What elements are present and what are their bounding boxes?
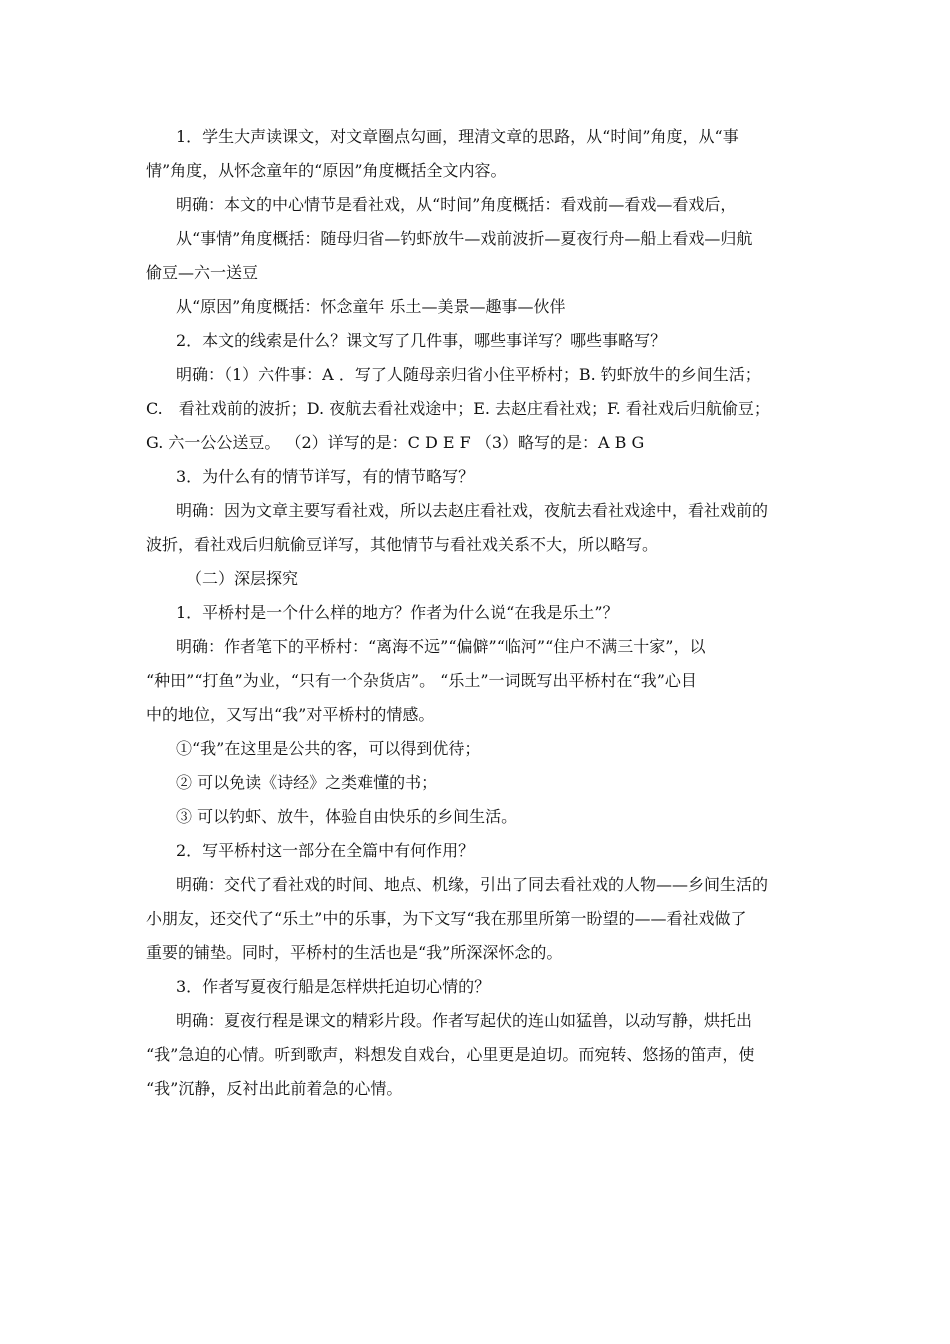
paragraph-line: 2．本文的线索是什么？课文写了几件事，哪些事详写？哪些事略写？ <box>176 331 667 350</box>
paragraph-line: C. 看社戏前的波折；D. 夜航去看社戏途中；E. 去赵庄看社戏；F. 看社戏后归航偷豆； <box>146 399 770 418</box>
paragraph-line: 中的地位，又写出“我”对平桥村的情感。 <box>146 705 435 724</box>
paragraph-line: 2．写平桥村这一部分在全篇中有何作用？ <box>176 841 475 860</box>
paragraph-line: 波折，看社戏后归航偷豆详写，其他情节与看社戏关系不大，所以略写。 <box>146 535 659 554</box>
paragraph-line: 明确：（1）六件事：A ．写了人随母亲归省小住平桥村；B. 钓虾放牛的乡间生活； <box>176 365 761 384</box>
document-body <box>146 120 806 1106</box>
paragraph-line: 从“原因”角度概括：怀念童年 乐土—美景—趣事—伙伴 <box>176 297 566 316</box>
paragraph-line: 偷豆—六一送豆 <box>146 263 259 282</box>
paragraph-line: 明确：本文的中心情节是看社戏，从“时间”角度概括：看戏前—看戏—看戏后， <box>176 195 737 214</box>
paragraph-line: （二）深层探究 <box>186 569 299 588</box>
paragraph-line: ①“我”在这里是公共的客，可以得到优待； <box>176 739 481 758</box>
paragraph-line: 明确：交代了看社戏的时间、地点、机缘，引出了同去看社戏的人物——乡间生活的 <box>176 875 769 894</box>
paragraph-line: 明确：因为文章主要写看社戏，所以去赵庄看社戏，夜航去看社戏途中，看社戏前的 <box>176 501 769 520</box>
paragraph-line: 1．学生大声读课文，对文章圈点勾画，理清文章的思路，从“时间”角度，从“事 <box>176 127 739 146</box>
paragraph-line: ② 可以免读《诗经》之类难懂的书； <box>176 773 438 792</box>
paragraph-line: 明确：夏夜行程是课文的精彩片段。作者写起伏的连山如猛兽，以动写静，烘托出 <box>176 1011 753 1030</box>
paragraph-line: G. 六一公公送豆。 （2）详写的是：C D E F （3）略写的是：A B G <box>146 433 645 452</box>
paragraph-line: 1．平桥村是一个什么样的地方？作者为什么说“在我是乐土”？ <box>176 603 619 622</box>
paragraph-line: 重要的铺垫。同时，平桥村的生活也是“我”所深深怀念的。 <box>146 943 563 962</box>
paragraph-line: “我”沉静，反衬出此前着急的心情。 <box>146 1079 403 1098</box>
paragraph-line: 明确：作者笔下的平桥村：“离海不远”“偏僻”“临河”“住户不满三十家”，以 <box>176 637 706 656</box>
paragraph-line: 3．为什么有的情节详写，有的情节略写？ <box>176 467 475 486</box>
paragraph-line: “我”急迫的心情。听到歌声，料想发自戏台，心里更是迫切。而宛转、悠扬的笛声，使 <box>146 1045 755 1064</box>
paragraph-line: 情”角度，从怀念童年的“原因”角度概括全文内容。 <box>146 161 507 180</box>
paragraph-line: “种田”“打鱼”为业，“只有一个杂货店”。 “乐土”一词既写出平桥村在“我”心目 <box>146 671 697 690</box>
paragraph-line: 从“事情”角度概括：随母归省—钓虾放牛—戏前波折—夏夜行舟—船上看戏—归航 <box>176 229 753 248</box>
paragraph-line: 小朋友，还交代了“乐土”中的乐事，为下文写“我在那里所第一盼望的——看社戏做了 <box>146 909 747 928</box>
paragraph-line: 3．作者写夏夜行船是怎样烘托迫切心情的？ <box>176 977 491 996</box>
paragraph-line: ③ 可以钓虾、放牛，体验自由快乐的乡间生活。 <box>176 807 518 826</box>
